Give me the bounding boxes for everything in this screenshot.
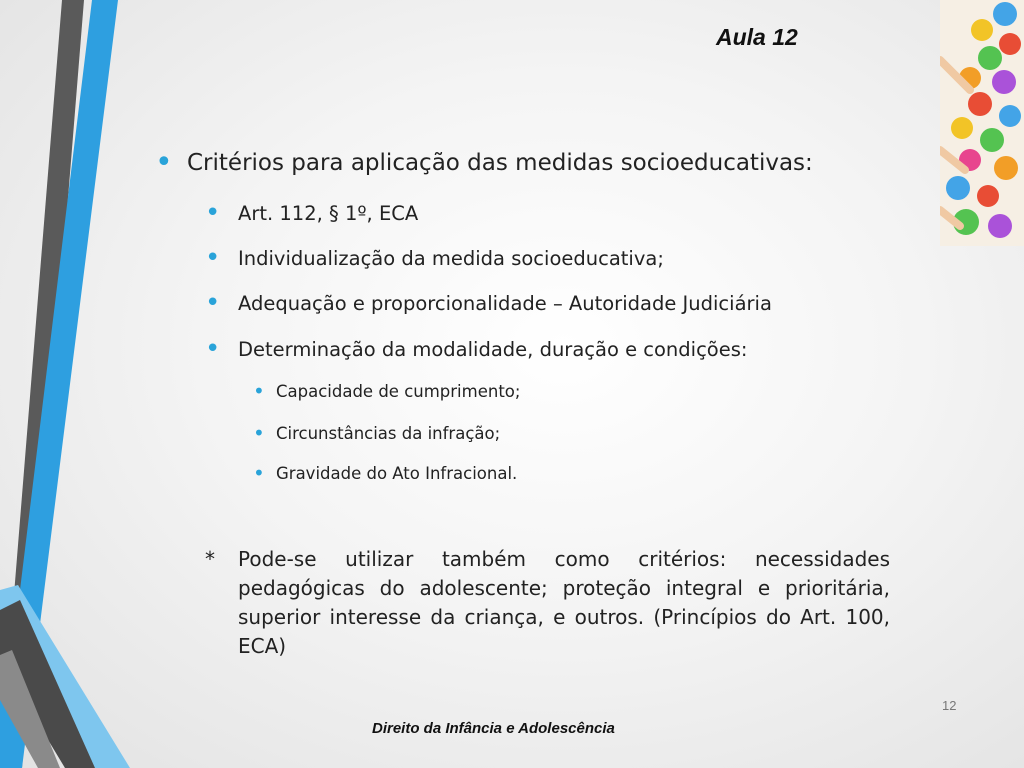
lesson-title: Aula 12: [716, 24, 798, 50]
main-bullet-text: Critérios para aplicação das medidas socioeducativas:: [187, 150, 813, 176]
sub-sub-bullet-text: Gravidade do Ato Infracional.: [276, 464, 518, 483]
bullet-dot-icon: •: [205, 334, 221, 364]
sub-bullet-text: Art. 112, § 1º, ECA: [238, 202, 419, 225]
bullet-dot-icon: •: [155, 145, 173, 180]
sub-bullet-text: Determinação da modalidade, duração e condições:: [238, 338, 748, 361]
main-bullet: [155, 145, 813, 180]
bullet-dot-icon: •: [205, 243, 221, 273]
bullet-dot-icon: •: [253, 461, 265, 485]
bullet-dot-icon: •: [205, 288, 221, 318]
sub-bullet-text: Adequação e proporcionalidade – Autoridade Judiciária: [238, 292, 772, 315]
footnote-paragraph: [205, 545, 890, 661]
sub-sub-bullet: [253, 421, 501, 445]
sub-bullet: [205, 288, 772, 318]
sub-bullet: [205, 198, 419, 228]
sub-sub-bullet: [253, 461, 518, 485]
sub-bullet-text: Individualização da medida socioeducativa;: [238, 247, 664, 270]
bullet-dot-icon: •: [253, 379, 265, 403]
sub-sub-bullet-text: Circunstâncias da infração;: [276, 424, 501, 443]
decorative-stripes: [0, 0, 130, 768]
bullet-dot-icon: •: [205, 198, 221, 228]
painted-hands-icon: [940, 0, 1024, 246]
footer-text: Direito da Infância e Adolescência: [372, 720, 615, 737]
bullet-dot-icon: •: [253, 421, 265, 445]
sub-bullet: [205, 243, 664, 273]
painted-hands-image: [940, 0, 1024, 246]
sub-sub-bullet-text: Capacidade de cumprimento;: [276, 382, 521, 401]
sub-bullet: [205, 334, 748, 364]
sub-sub-bullet: [253, 379, 521, 403]
footnote-marker: *: [205, 547, 215, 571]
footnote-text: Pode-se utilizar também como critérios: necessidades pedagógicas do adolescente; proteção integral e prioritária, superior interesse da criança, e outros. (Princípios do Art. 100, ECA): [238, 547, 890, 658]
page-number: 12: [942, 698, 957, 713]
